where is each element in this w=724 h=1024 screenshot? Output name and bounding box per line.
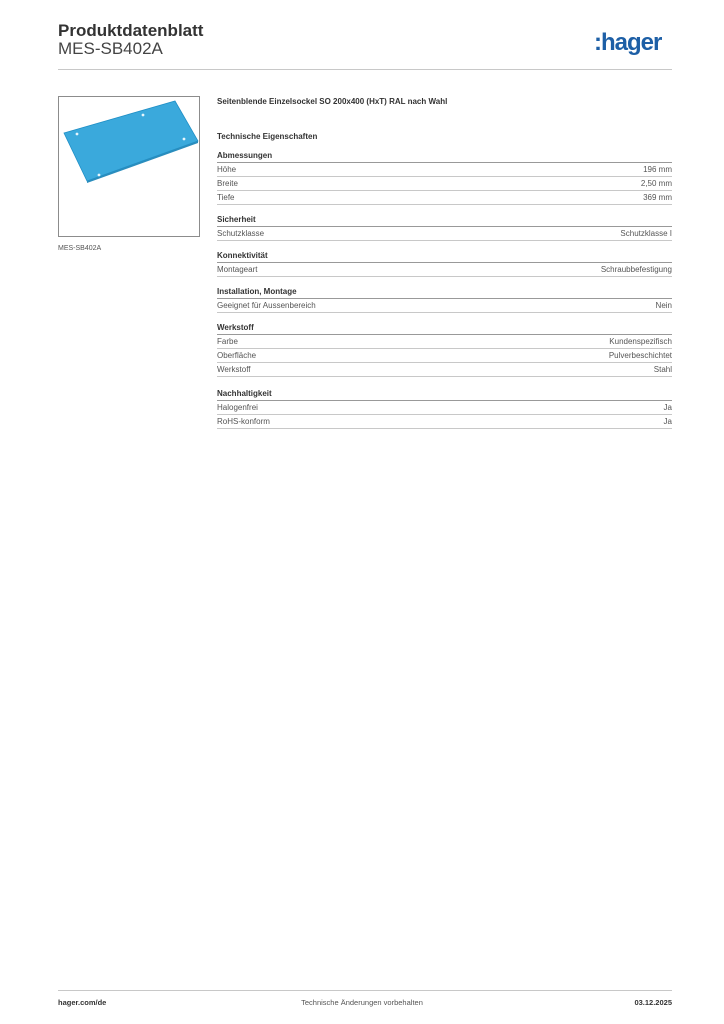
spec-label: Schutzklasse	[217, 229, 265, 238]
footer-website-link[interactable]: hager.com/de	[58, 998, 107, 1007]
page-title: Produktdatenblatt	[58, 21, 204, 40]
spec-value: Stahl	[653, 365, 672, 374]
spec-row	[217, 349, 672, 363]
spec-value: Pulverbeschichtet	[608, 351, 672, 360]
footer-divider	[58, 990, 672, 991]
spec-row	[217, 163, 672, 177]
spec-label: Werkstoff	[217, 365, 251, 374]
spec-row	[217, 335, 672, 349]
spec-label: Farbe	[217, 337, 238, 346]
section-sicherheit	[217, 214, 672, 241]
spec-label: Höhe	[217, 165, 237, 174]
spec-value: Ja	[663, 403, 672, 412]
spec-row	[217, 299, 672, 313]
spec-content	[217, 95, 672, 429]
header-divider	[58, 69, 672, 70]
hager-logo	[594, 28, 674, 58]
spec-label: Breite	[217, 179, 238, 188]
spec-row	[217, 227, 672, 241]
spec-value: 2,50 mm	[640, 179, 672, 188]
section-konnektivitaet	[217, 250, 672, 277]
section-title: Abmessungen	[217, 150, 672, 163]
spec-label: Halogenfrei	[217, 403, 258, 412]
footer-disclaimer: Technische Änderungen vorbehalten	[301, 998, 423, 1007]
spec-value: Schutzklasse I	[620, 229, 672, 238]
product-code: MES-SB402A	[58, 39, 163, 58]
section-title: Nachhaltigkeit	[217, 388, 672, 401]
spec-value: Schraubbefestigung	[600, 265, 672, 274]
svg-text::hager: :hager	[594, 29, 662, 56]
spec-label: Montageart	[217, 265, 258, 274]
spec-row	[217, 177, 672, 191]
spec-value: Ja	[663, 417, 672, 426]
image-caption: MES-SB402A	[58, 245, 102, 252]
spec-row	[217, 363, 672, 377]
section-title: Konnektivität	[217, 250, 672, 263]
tech-heading: Technische Eigenschaften	[217, 132, 318, 141]
section-abmessungen	[217, 150, 672, 205]
spec-row	[217, 415, 672, 429]
section-title: Werkstoff	[217, 322, 672, 335]
footer-date: 03.12.2025	[634, 998, 672, 1007]
section-title: Installation, Montage	[217, 286, 672, 299]
spec-row	[217, 401, 672, 415]
side-panel-illustration	[59, 97, 201, 238]
spec-label: RoHS-konform	[217, 417, 270, 426]
section-werkstoff	[217, 322, 672, 377]
section-nachhaltigkeit	[217, 388, 672, 429]
product-name: Seitenblende Einzelsockel SO 200x400 (HxT) RAL nach Wahl	[217, 97, 448, 106]
spec-value: Nein	[655, 301, 672, 310]
spec-value: Kundenspezifisch	[609, 337, 672, 346]
spec-label: Oberfläche	[217, 351, 257, 360]
spec-label: Geeignet für Aussenbereich	[217, 301, 316, 310]
spec-row	[217, 263, 672, 277]
section-title: Sicherheit	[217, 214, 672, 227]
spec-value: 196 mm	[643, 165, 672, 174]
product-image	[58, 96, 200, 237]
spec-row	[217, 191, 672, 205]
section-installation	[217, 286, 672, 313]
spec-value: 369 mm	[643, 193, 672, 202]
spec-label: Tiefe	[217, 193, 235, 202]
